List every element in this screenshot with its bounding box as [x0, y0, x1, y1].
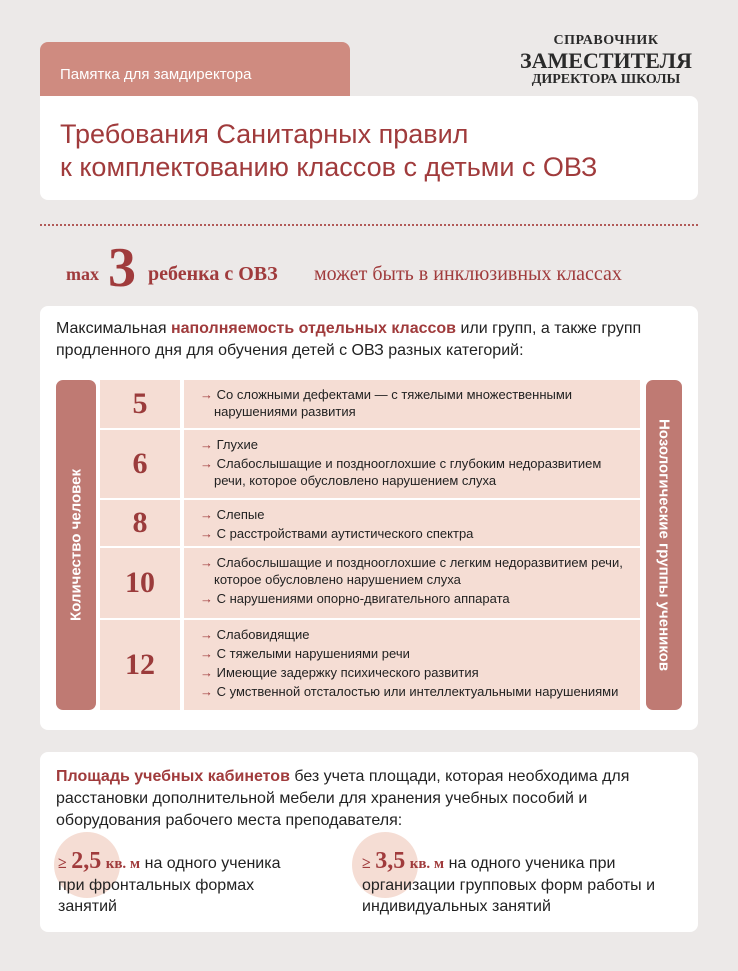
nosology-group-text: Слабовидящие: [216, 627, 310, 642]
nosology-group-text: С умственной отсталостью или интеллектуальными нарушениями: [216, 684, 619, 699]
nosology-group-list: [184, 380, 640, 428]
arrow-icon: →: [200, 684, 213, 699]
arrow-icon: →: [200, 437, 213, 452]
area-left-text: на одного ученика при фронтальных формах занятий: [58, 855, 281, 915]
people-count-label: Количество человек: [67, 468, 85, 622]
nosology-group-item: [200, 525, 632, 542]
brand-logo: [500, 34, 712, 87]
nosology-group-item: [200, 664, 632, 681]
max-students-line: [66, 237, 686, 299]
arrow-icon: →: [200, 387, 213, 402]
capacity-number: 6: [100, 430, 180, 498]
area-right-value: 3,5: [375, 848, 406, 874]
nosology-group-item: [200, 506, 632, 523]
brand-line-3: ДИРЕКТОРА ШКОЛЫ: [531, 72, 681, 87]
area-left: [58, 848, 308, 917]
nosology-group-item: [200, 554, 632, 588]
max-prefix: max: [66, 264, 99, 284]
area-right-text: на одного ученика при организации групповых форм работы и индивидуальных занятий: [362, 855, 656, 915]
nosology-group-list: [184, 500, 640, 546]
arrow-icon: →: [200, 665, 213, 680]
arrow-icon: →: [200, 591, 213, 606]
area-right-unit: кв. м: [409, 856, 445, 872]
capacity-number: 5: [100, 380, 180, 428]
nosology-group-text: С нарушениями опорно-двигательного аппарата: [216, 591, 510, 606]
intro-end: или групп, а также групп продленного дня для обучения детей с ОВЗ разных категорий:: [56, 320, 642, 359]
arrow-icon: →: [200, 507, 213, 522]
capacity-intro: [56, 318, 686, 362]
capacity-card: [40, 306, 698, 730]
memo-tag-label: Памятка для замдиректора: [60, 66, 252, 83]
nosology-group-text: Глухие: [216, 437, 259, 452]
title-line-1: Требования Санитарных правил: [60, 119, 469, 149]
capacity-number: 10: [100, 548, 180, 618]
capacity-number: 8: [100, 500, 180, 546]
nosology-group-text: С тяжелыми нарушениями речи: [216, 646, 410, 661]
intro-highlight: наполняемость отдельных классов: [170, 320, 456, 337]
dotted-divider: [40, 224, 698, 226]
area-left-value: 2,5: [71, 848, 102, 874]
nosology-group-text: Слабослышащие и позднооглохшие с легким недоразвитием речи, которое обусловлено нарушением слуха: [214, 555, 623, 587]
nosology-group-item: [200, 590, 632, 607]
nosology-group-item: [200, 683, 632, 700]
nosology-group-text: Имеющие задержку психического развития: [216, 665, 479, 680]
intro-start: Максимальная: [56, 320, 171, 337]
people-count-label-bar: [56, 380, 96, 710]
max-rest-text: может быть в инклюзивных классах: [314, 263, 622, 285]
nosology-group-text: Со сложными дефектами — с тяжелыми множественными нарушениями развития: [214, 387, 573, 419]
nosology-group-list: [184, 430, 640, 498]
nosology-group-item: [200, 386, 632, 420]
area-right: [362, 848, 662, 917]
brand-line-2: ЗАМЕСТИТЕЛЯ: [520, 48, 692, 73]
title-card: [40, 96, 698, 200]
nosology-group-list: [184, 620, 640, 710]
area-right-ge: ≥: [362, 855, 371, 872]
title-line-2: к комплектованию классов с детьми с ОВЗ: [60, 152, 598, 182]
arrow-icon: →: [200, 646, 213, 661]
arrow-icon: →: [200, 526, 213, 541]
area-text: без учета площади, которая необходима для расстановки дополнительной мебели для хранения учебных пособий и оборудования рабочего места преподавателя:: [56, 768, 630, 829]
nosology-group-item: [200, 436, 632, 453]
memo-tag: [40, 42, 350, 98]
nosology-label-bar: [646, 380, 682, 710]
nosology-group-item: [200, 455, 632, 489]
nosology-group-text: Слепые: [216, 507, 265, 522]
area-highlight: Площадь учебных кабинетов: [56, 768, 290, 785]
nosology-group-text: Слабослышащие и позднооглохшие с глубоким недоразвитием речи, которое обусловлено нарушением слуха: [214, 456, 602, 488]
nosology-group-item: [200, 626, 632, 643]
nosology-group-item: [200, 645, 632, 662]
arrow-icon: →: [200, 456, 213, 471]
nosology-label: Нозологические группы учеников: [655, 418, 673, 672]
nosology-group-list: [184, 548, 640, 618]
capacity-number: 12: [100, 620, 180, 710]
max-number: 3: [108, 237, 136, 299]
brand-line-1: СПРАВОЧНИК: [553, 33, 659, 48]
max-bold-text: ребенка с ОВЗ: [148, 263, 278, 285]
arrow-icon: →: [200, 555, 213, 570]
area-left-unit: кв. м: [105, 856, 141, 872]
area-card: [40, 752, 698, 932]
nosology-group-text: С расстройствами аутистического спектра: [216, 526, 474, 541]
area-intro: [56, 766, 686, 832]
page-title: [60, 118, 690, 184]
area-left-ge: ≥: [58, 855, 67, 872]
arrow-icon: →: [200, 627, 213, 642]
